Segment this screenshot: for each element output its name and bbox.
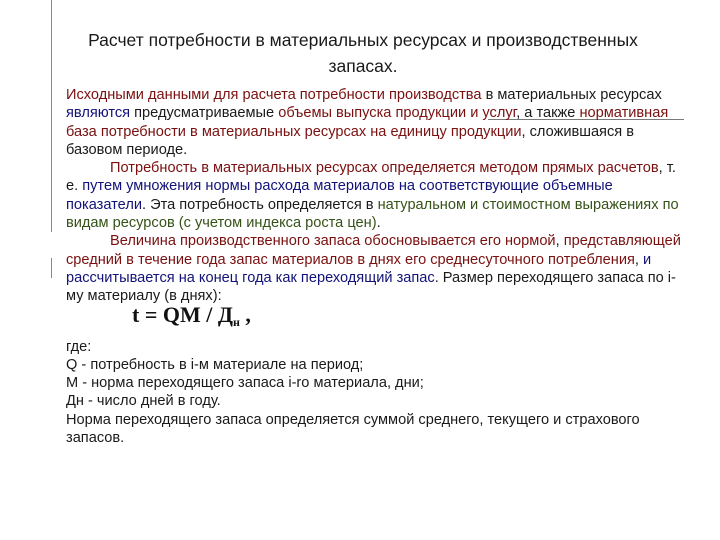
legend-m: М - норма переходящего запаса i-ro материала, дни; xyxy=(66,375,424,392)
p1-segment-2: в материальных ресурсах xyxy=(481,87,662,103)
formula-tail: , xyxy=(239,301,251,327)
p3-segment-3: представляющей средний в течение года запас материалов в днях его среднесуточного потребления xyxy=(66,233,681,268)
title-line-2: запасах. xyxy=(328,56,398,76)
p3-segment-4: , xyxy=(634,251,644,268)
p2-segment-3: путем умножения нормы расхода материалов на соответствующие объемные показатели xyxy=(66,178,613,213)
title-line-1: Расчет потребности в материальных ресурсах и производственных xyxy=(88,30,638,50)
formula-row xyxy=(66,301,691,332)
legend-where: где: xyxy=(66,338,92,355)
p1-segment-4: предусматриваемые xyxy=(130,105,279,122)
stock-formula xyxy=(132,302,251,335)
p3-segment-1: Величина производственного запаса обосновывается его нормой xyxy=(110,233,556,250)
slide-title xyxy=(38,27,688,79)
paragraph-direct-calculation xyxy=(66,159,691,232)
p3-segment-7: рассчитывается на конец года как переходящий запас xyxy=(66,269,435,286)
p2-segment-2: , т. е. xyxy=(66,160,676,195)
p2-segment-4: . Эта потребность определяется в xyxy=(141,196,378,213)
formula-main: t = QM / Д xyxy=(132,301,233,327)
p2-segment-6: . xyxy=(376,215,381,232)
p1-segment-3: являются xyxy=(66,105,131,122)
p1-segment-8: , сложившаяся в базовом периоде. xyxy=(66,123,634,158)
p3-segment-2: , xyxy=(555,233,564,250)
p3-segment-8: . Размер переходящего запаса по i-му материалу (в днях): xyxy=(66,269,676,305)
left-vertical-rule-lower xyxy=(51,258,52,278)
paragraph-production-stock xyxy=(66,232,691,305)
p2-segment-5: натуральном и стоимостном выражениях по видам ресурсов (с учетом индекса роста цен) xyxy=(66,196,679,232)
formula-subscript: н xyxy=(233,314,240,329)
slide-body xyxy=(66,86,691,447)
p1-segment-5: объемы выпуска продукции и услуг xyxy=(278,105,517,122)
legend-q: Q - потребность в i-м материале на период; xyxy=(66,356,364,373)
p2-segment-1: Потребность в материальных ресурсах определяется методом прямых расчетов xyxy=(110,160,659,177)
p1-segment-7: нормативная база потребности в материальных ресурсах на единицу продукции xyxy=(66,105,669,140)
p3-segment-5: и xyxy=(643,251,652,268)
p1-segment-6: , а также xyxy=(516,105,580,122)
legend-d: Дн - число дней в году. xyxy=(66,393,221,410)
p1-segment-1: Исходными данными для расчета потребности производства xyxy=(66,87,482,103)
legend-norm: Норма переходящего запаса определяется суммой среднего, текущего и страхового запасов. xyxy=(66,411,640,447)
paragraph-initial-data xyxy=(66,86,691,159)
